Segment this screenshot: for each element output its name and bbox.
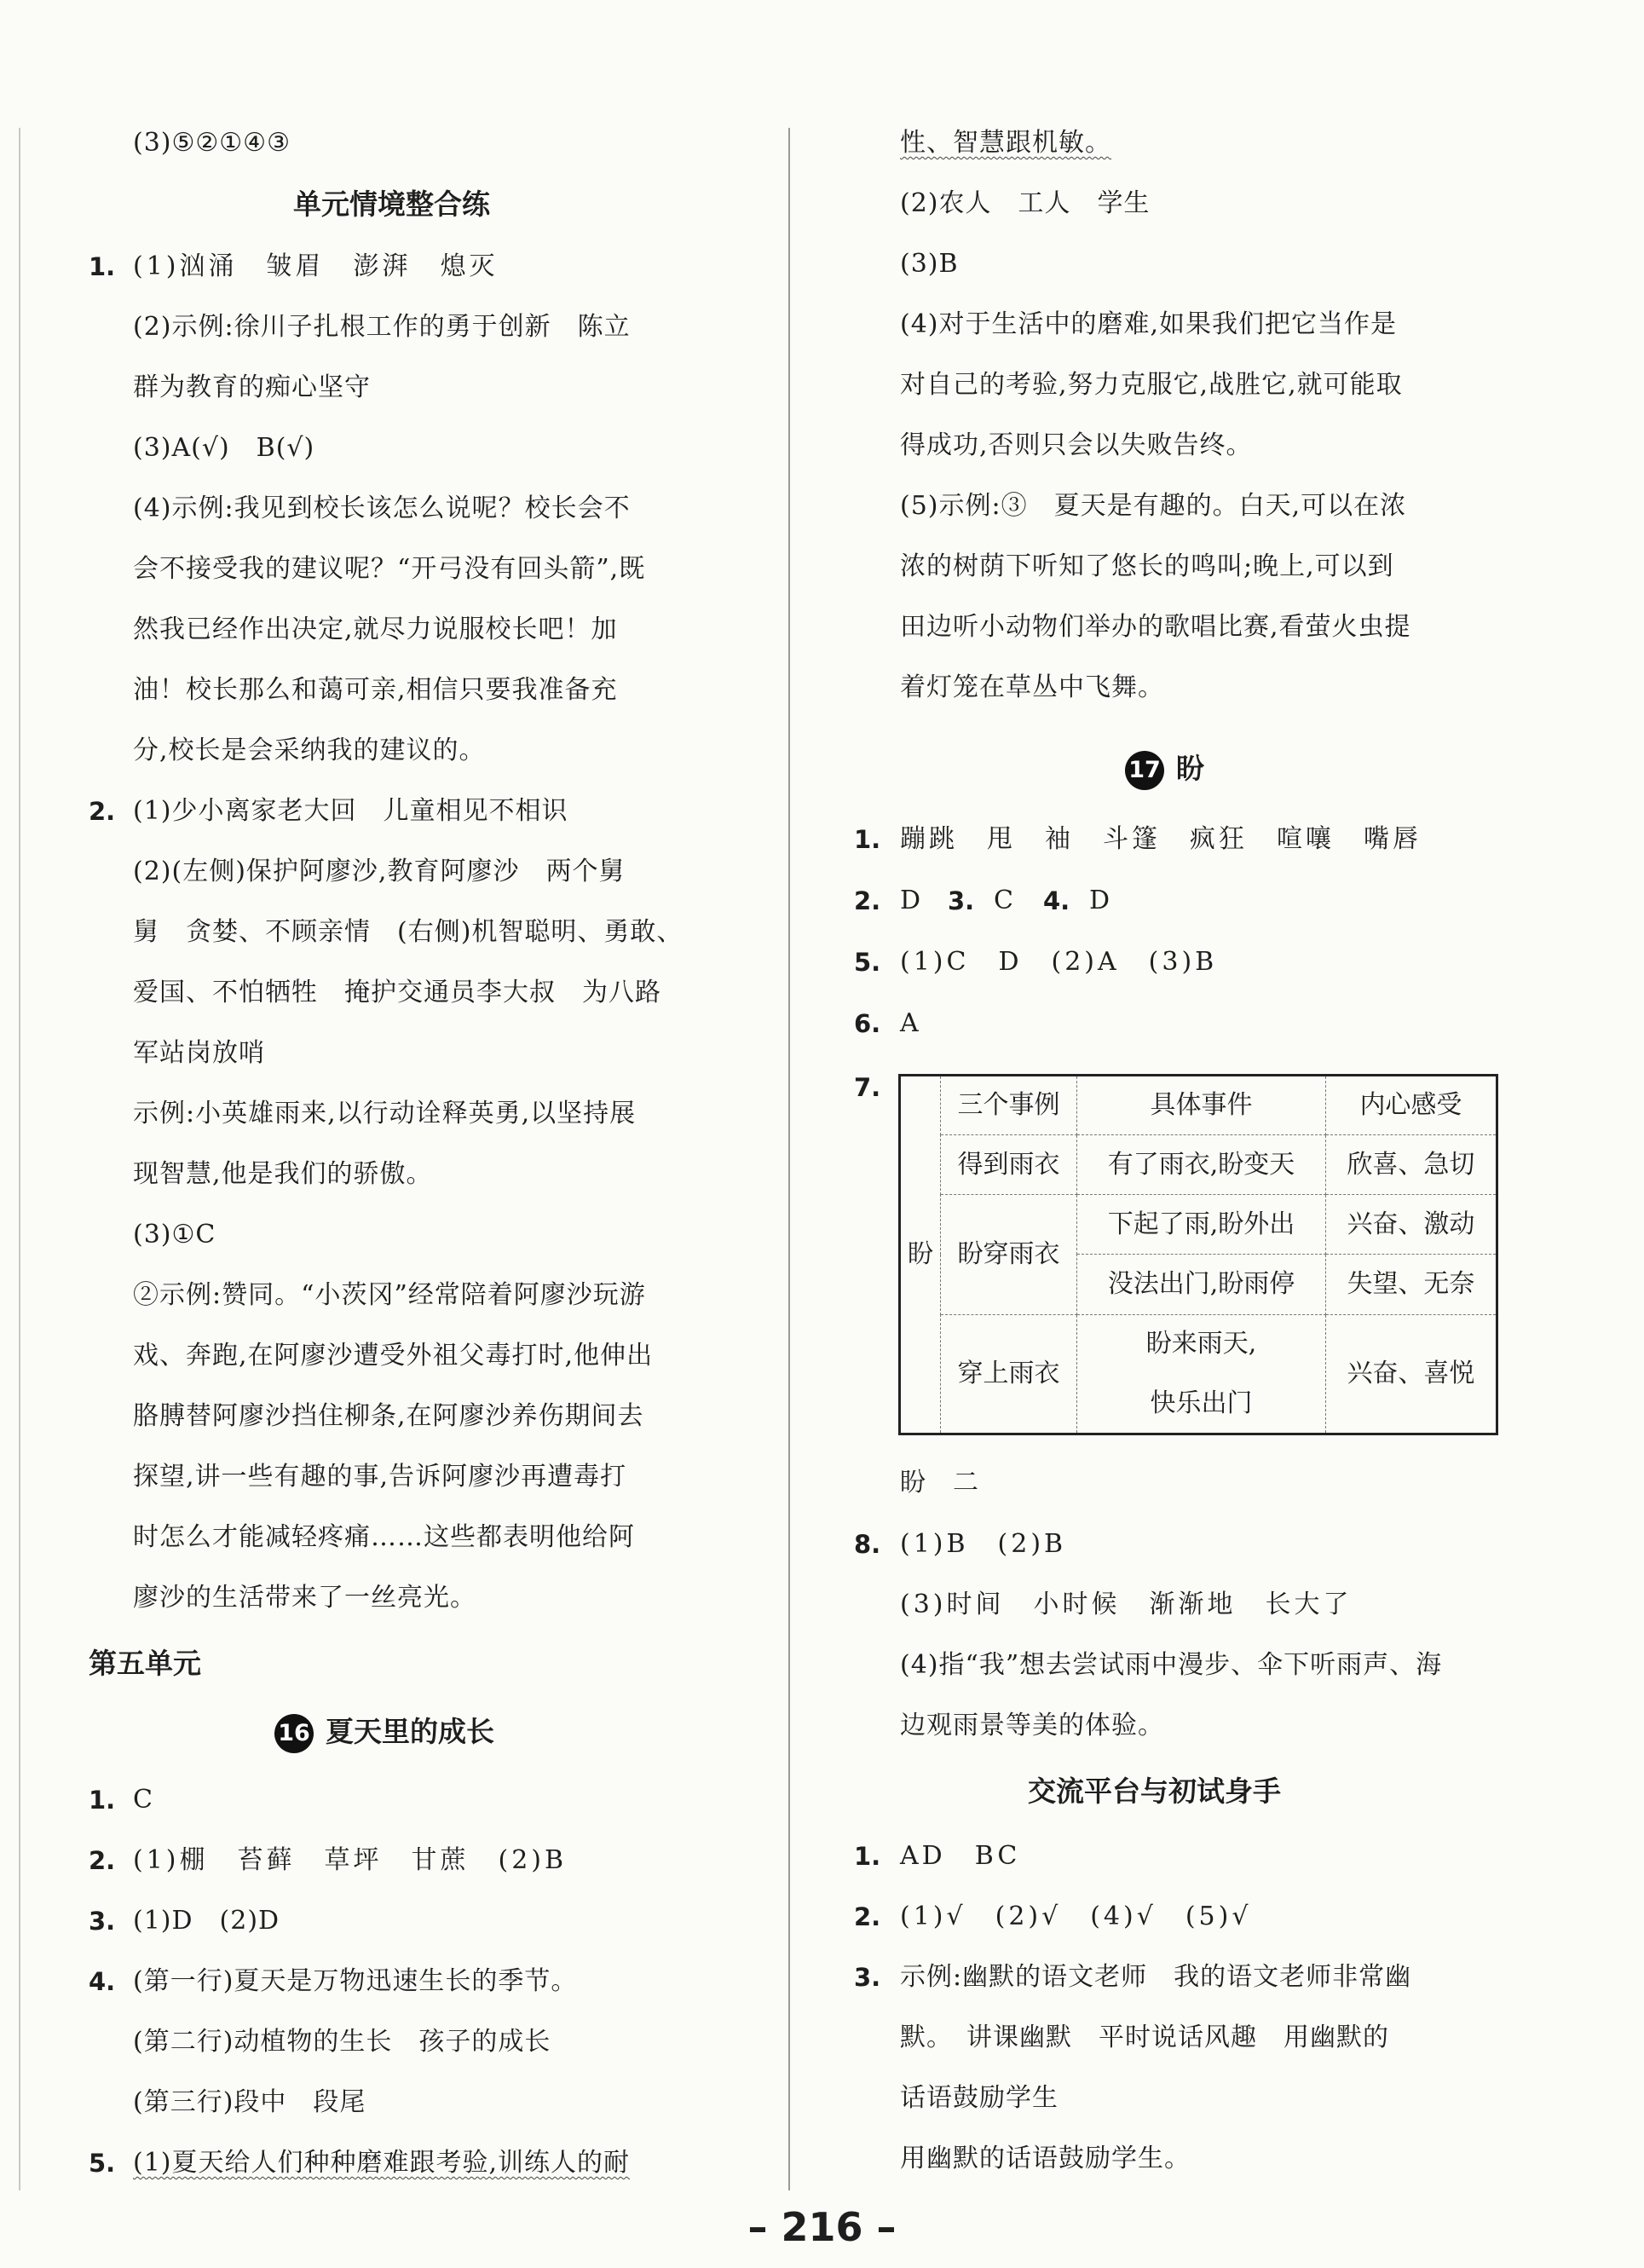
- table-row: [900, 1076, 1497, 1135]
- answer-line: (4)指“我”想去尝试雨中漫步、伞下听雨声、海: [900, 1650, 1443, 1680]
- answer-line: (3)时间 小时候 渐渐地 长大了: [900, 1590, 1353, 1619]
- answer-line: 话语鼓励学生: [900, 2083, 1059, 2113]
- answer-line: (3)①C: [133, 1220, 216, 1249]
- answer-line: 得成功,否则只会以失败告终。: [900, 430, 1253, 460]
- answer-line: 边观雨景等美的体验。: [900, 1711, 1164, 1740]
- answer-line: 油！校长那么和蔼可亲,相信只要我准备充: [133, 675, 618, 705]
- lesson-16-title: [274, 1713, 494, 1753]
- question-number: 6.: [854, 1009, 881, 1038]
- question-number: 4.: [89, 1967, 116, 1996]
- answer-line: (3)B: [900, 249, 959, 279]
- question-number: 5.: [854, 948, 881, 977]
- answer-line: 蹦跳 甩 袖 斗篷 疯狂 喧嚷 嘴唇: [900, 824, 1422, 854]
- table-row: [900, 1314, 1497, 1434]
- answer-line: 对自己的考验,努力克服它,战胜它,就可能取: [900, 370, 1403, 400]
- question-number: 1.: [89, 252, 116, 281]
- unit-title: 第五单元: [89, 1647, 201, 1680]
- table-header: 三个事例: [941, 1076, 1077, 1135]
- table-cell: 有了雨衣,盼变天: [1077, 1135, 1326, 1195]
- answer-line: (4)对于生活中的磨难,如果我们把它当作是: [900, 309, 1398, 339]
- answer-table: [898, 1074, 1498, 1435]
- answer-line: 现智慧,他是我们的骄傲。: [133, 1159, 433, 1189]
- answer-line: C: [994, 886, 1014, 915]
- section-title: 交流平台与初试身手: [1028, 1775, 1281, 1808]
- question-number: 2.: [854, 1902, 881, 1931]
- answer-line: 戏、奔跑,在阿廖沙遭受外祖父毒打时,他伸出: [133, 1341, 654, 1371]
- answer-line: 群为教育的痴心坚守: [133, 372, 371, 402]
- question-number: 3.: [948, 886, 975, 915]
- question-number: 1.: [89, 1786, 116, 1815]
- table-cell: 没法出门,盼雨停: [1077, 1255, 1326, 1314]
- table-cell-pan: 盼: [900, 1076, 941, 1434]
- answer-line: 时怎么才能减轻疼痛……这些都表明他给阿: [133, 1522, 635, 1552]
- answer-line: (第三行)段中 段尾: [133, 2087, 366, 2117]
- question-number: 3.: [854, 1963, 881, 1992]
- table-cell: 下起了雨,盼外出: [1077, 1195, 1326, 1255]
- answer-line: 盼 二: [900, 1468, 979, 1498]
- answer-line: 探望,讲一些有趣的事,告诉阿廖沙再遭毒打: [133, 1462, 627, 1492]
- lesson-number-badge: 16: [274, 1714, 314, 1753]
- answer-line: (1)夏天给人们种种磨难跟考验,训练人的耐: [133, 2148, 631, 2178]
- answer-line: 军站岗放哨: [133, 1038, 265, 1068]
- question-number: 2.: [854, 886, 881, 915]
- left-page-edge: [19, 128, 20, 2190]
- table-cell: 欣喜、急切: [1325, 1135, 1497, 1195]
- answer-line: (2)示例:徐川子扎根工作的勇于创新 陈立: [133, 312, 631, 342]
- answer-line: (1)棚 苔藓 草坪 甘蔗 (2)B: [133, 1845, 568, 1875]
- question-number: 4.: [1043, 886, 1070, 915]
- answer-line: D: [1089, 886, 1111, 915]
- answer-line: (3)A(√) B(√): [133, 433, 315, 463]
- table-cell: 失望、无奈: [1325, 1255, 1497, 1314]
- answer-line: (第一行)夏天是万物迅速生长的季节。: [133, 1966, 578, 1996]
- answer-line: 爱国、不怕牺牲 掩护交通员李大叔 为八路: [133, 978, 661, 1007]
- answer-line: (2)农人 工人 学生: [900, 188, 1151, 218]
- table-cell: [1077, 1314, 1326, 1434]
- answer-line: D: [900, 886, 922, 915]
- lesson-number-badge: 17: [1125, 751, 1164, 790]
- question-number: 2.: [89, 1846, 116, 1875]
- prev-answer: (3)⑤②①④③: [133, 128, 291, 158]
- answer-line: (1)C D (2)A (3)B: [900, 947, 1218, 977]
- answer-line: 用幽默的话语鼓励学生。: [900, 2144, 1191, 2173]
- answer-line: (4)示例:我见到校长该怎么说呢？校长会不: [133, 493, 631, 523]
- table-cell: 穿上雨衣: [941, 1314, 1077, 1434]
- table-header: 具体事件: [1077, 1076, 1326, 1135]
- answer-line: 示例:小英雄雨来,以行动诠释英勇,以坚持展: [133, 1099, 637, 1128]
- answer-line: (1)√ (2)√ (4)√ (5)√: [900, 1902, 1252, 1931]
- question-number: 2.: [89, 797, 116, 826]
- table-row: [900, 1195, 1497, 1255]
- table-cell: 盼穿雨衣: [941, 1195, 1077, 1314]
- answer-line: 默。 讲课幽默 平时说话风趣 用幽默的: [900, 2023, 1389, 2052]
- answer-line: AD BC: [900, 1841, 1021, 1871]
- table-cell-line: 快乐出门: [1150, 1388, 1253, 1418]
- table-cell: 兴奋、喜悦: [1325, 1314, 1497, 1434]
- question-number: 1.: [854, 1842, 881, 1871]
- answer-line: 性、智慧跟机敏。: [900, 128, 1111, 158]
- question-number: 3.: [89, 1907, 116, 1936]
- question-number: 1.: [854, 825, 881, 854]
- table-row: [900, 1135, 1497, 1195]
- section-title: 单元情境整合练: [293, 188, 490, 221]
- answer-line: 舅 贪婪、不顾亲情 (右侧)机智聪明、勇敢、: [133, 917, 684, 947]
- answer-line: (5)示例:③ 夏天是有趣的。白天,可以在浓: [900, 491, 1407, 521]
- answer-line: A: [900, 1008, 920, 1038]
- answer-line: (2)(左侧)保护阿廖沙,教育阿廖沙 两个舅: [133, 857, 626, 886]
- answer-line: 会不接受我的建议呢？“开弓没有回头箭”,既: [133, 554, 646, 584]
- table-header: 内心感受: [1325, 1076, 1497, 1135]
- lesson-title-text: 夏天里的成长: [326, 1715, 494, 1748]
- answer-line: 着灯笼在草丛中飞舞。: [900, 672, 1164, 702]
- answer-line: 廖沙的生活带来了一丝亮光。: [133, 1583, 476, 1613]
- answer-line: 浓的树荫下听知了悠长的鸣叫;晚上,可以到: [900, 551, 1394, 581]
- answer-line: 田边听小动物们举办的歌唱比赛,看萤火虫提: [900, 612, 1411, 642]
- question-number: 8.: [854, 1530, 881, 1559]
- answer-line: (1)B (2)B: [900, 1529, 1067, 1559]
- question-number: 7.: [854, 1073, 881, 1102]
- answer-line: (1)汹涌 皱眉 澎湃 熄灭: [133, 251, 499, 281]
- question-number: 5.: [89, 2149, 116, 2178]
- answer-line: 示例:幽默的语文老师 我的语文老师非常幽: [900, 1962, 1412, 1992]
- answer-line: C: [133, 1785, 153, 1815]
- answer-line: (1)少小离家老大回 儿童相见不相识: [133, 796, 568, 826]
- answer-line: (1)D (2)D: [133, 1906, 280, 1936]
- answer-line: (第二行)动植物的生长 孩子的成长: [133, 2027, 551, 2057]
- table-cell-line: 盼来雨天,: [1145, 1328, 1257, 1359]
- lesson-17-title: [1125, 750, 1204, 790]
- table-cell: 得到雨衣: [941, 1135, 1077, 1195]
- lesson-title-text: 盼: [1176, 752, 1204, 785]
- column-divider: [788, 128, 790, 2190]
- answer-line: 分,校长是会采纳我的建议的。: [133, 736, 486, 765]
- answer-line: 然我已经作出决定,就尽力说服校长吧！加: [133, 615, 618, 644]
- page-number: – 216 –: [747, 2204, 897, 2250]
- answer-line: 胳膊替阿廖沙挡住柳条,在阿廖沙养伤期间去: [133, 1401, 644, 1431]
- answer-line: ②示例:赞同。“小茨冈”经常陪着阿廖沙玩游: [133, 1280, 646, 1310]
- table-cell: 兴奋、激动: [1325, 1195, 1497, 1255]
